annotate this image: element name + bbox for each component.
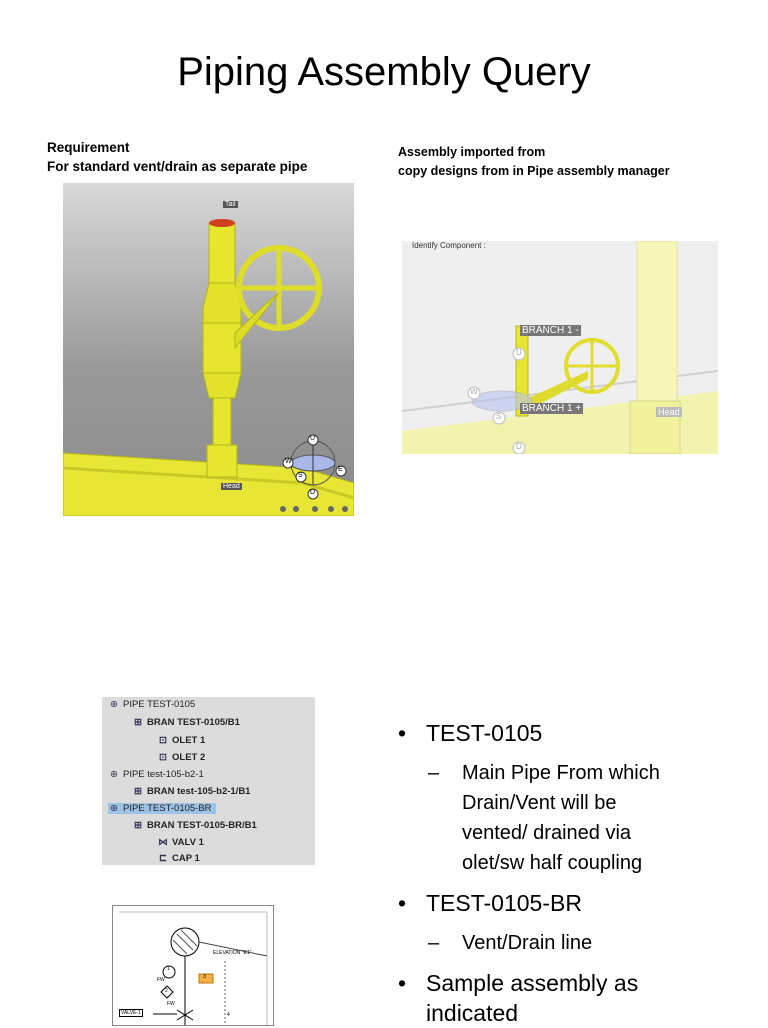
tree-row[interactable]: ⊞ BRAN TEST-0105/B1: [132, 717, 240, 728]
compass-s: S: [298, 472, 303, 479]
field-weld-label-2: FW: [167, 1001, 175, 1007]
vent-assembly-3d-view[interactable]: [63, 183, 354, 516]
tree-row[interactable]: ⊕ PIPE TEST-0105: [108, 699, 195, 710]
tail-label: Tail: [225, 201, 236, 208]
vent-assembly-drawing: [63, 183, 354, 516]
compass-w: W: [470, 387, 478, 396]
sub-bullet-vent-drain: – Vent/Drain line: [428, 932, 593, 954]
olet-icon: ⊡: [159, 752, 167, 763]
tree-row[interactable]: ⊕ PIPE test-105-b2-1: [108, 769, 204, 780]
tree-row[interactable]: ⊞ BRAN test-105-b2-1/B1: [132, 786, 250, 797]
compass-s: S: [496, 412, 502, 421]
bullet-test-0105: • TEST-0105: [398, 720, 543, 746]
branch-icon: ⊞: [134, 786, 142, 797]
olet-icon: ⊡: [159, 735, 167, 746]
weld-number-1: 1: [167, 966, 170, 972]
pipe-icon: ⊕: [110, 699, 118, 710]
tree-row[interactable]: ⊞ BRAN TEST-0105-BR/B1: [132, 820, 257, 831]
bullet-sample-assembly: • Sample assembly as indicated: [398, 970, 639, 1026]
compass-u: U: [310, 435, 316, 442]
compass-d: D: [310, 489, 316, 496]
pipe-icon: ⊕: [110, 769, 118, 780]
page-title: Piping Assembly Query: [177, 50, 591, 94]
valve-icon: ⋈: [158, 837, 168, 848]
cap-icon: ⊏: [159, 853, 167, 864]
weld-number-2: 2: [165, 988, 168, 994]
tree-row-selected[interactable]: ⊕ PIPE TEST-0105-BR: [108, 803, 216, 814]
tree-row[interactable]: ⊡ OLET 2: [157, 752, 205, 763]
compass-u: U: [516, 348, 522, 357]
compass-d: D: [516, 442, 522, 451]
import-note-line1: Assembly imported from: [398, 145, 546, 159]
pipe-icon: ⊕: [110, 803, 118, 814]
branch-plus-label: BRANCH 1 +: [522, 403, 582, 414]
import-note: [398, 143, 670, 181]
identify-component-caption: Identify Component :: [412, 241, 486, 250]
tree-row[interactable]: ⊡ OLET 1: [157, 735, 205, 746]
field-weld-label: FW: [157, 977, 165, 983]
branch-minus-label: BRANCH 1 -: [522, 325, 579, 336]
weld-number-3: 3: [203, 974, 206, 980]
head-label: Head: [658, 407, 680, 417]
sub-bullet-main-pipe: – Main Pipe From which Drain/Vent will be vented/ drained via olet/sw half coupling: [428, 762, 660, 874]
weld-number-4: 4: [227, 1012, 230, 1018]
imported-assembly-3d-view[interactable]: [402, 241, 718, 454]
bullet-list: [398, 718, 660, 1028]
valve-label: VALVE-1: [121, 1010, 141, 1016]
head-label: Head: [223, 483, 240, 490]
tree-row[interactable]: ⊏ CAP 1: [157, 853, 200, 864]
branch-icon: ⊞: [134, 820, 142, 831]
branch-icon: ⊞: [134, 717, 142, 728]
imported-assembly-drawing: [402, 241, 718, 454]
elevation-label: ELEVATION "E1": [213, 950, 252, 956]
isometric-sketch: [113, 906, 273, 1025]
import-note-line2: copy designs from in Pipe assembly manager: [398, 164, 670, 178]
isometric-drawing: [112, 905, 274, 1026]
tree-row[interactable]: ⋈ VALV 1: [158, 837, 204, 848]
requirement-block: [47, 138, 307, 176]
pipe-hierarchy-tree[interactable]: [102, 697, 315, 865]
bullet-test-0105-br: • TEST-0105-BR: [398, 890, 582, 916]
compass-e: E: [338, 466, 343, 473]
requirement-text: For standard vent/drain as separate pipe: [47, 159, 308, 174]
requirement-heading: Requirement: [47, 140, 130, 155]
compass-w: W: [285, 458, 292, 465]
